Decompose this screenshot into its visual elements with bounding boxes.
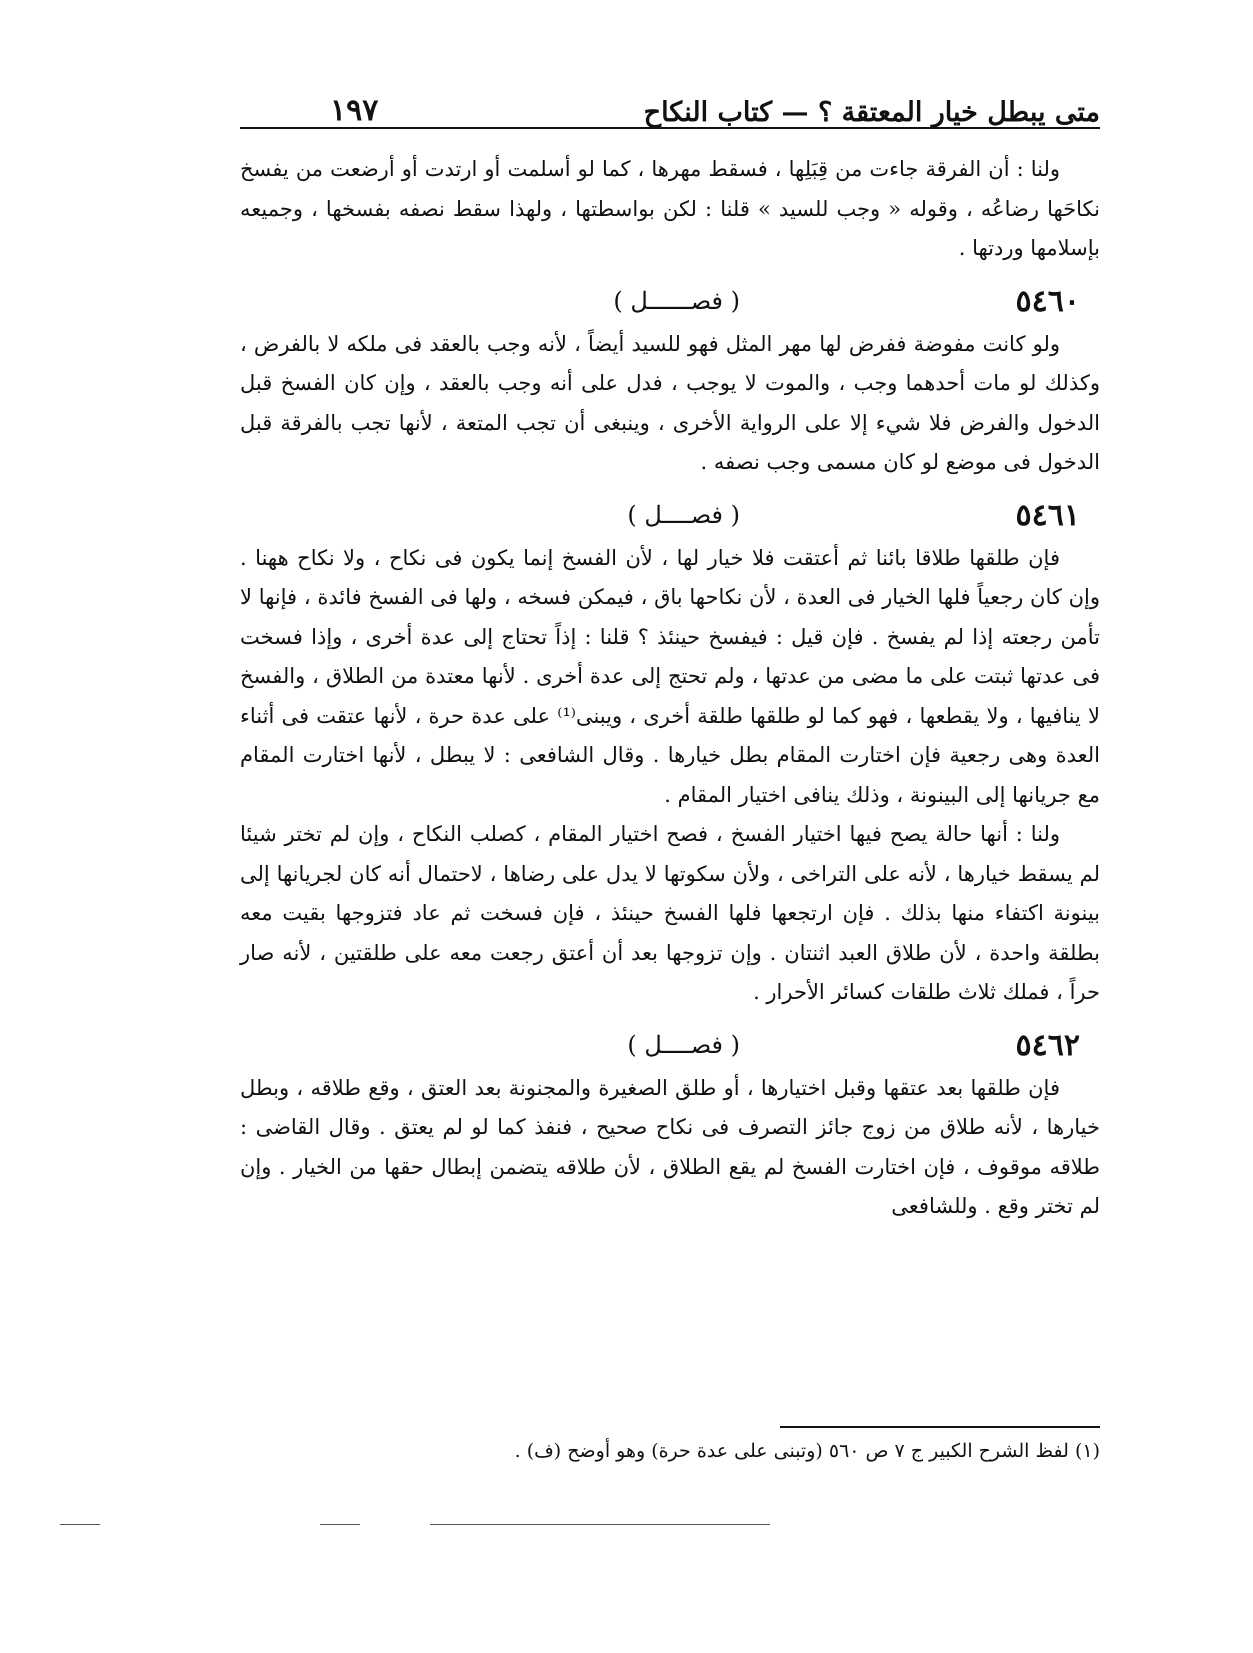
paragraph: فإن طلقها طلاقا بائنا ثم أعتقت فلا خيار لها ، لأن الفسخ إنما يكون فى نكاح ، ولا نكاح ههنا . وإن كان رجعياً فلها الخيار فى العدة ، لأن نكاحها باق ، فيمكن فسخه ، ولها فى الفسخ فائدة ، فإنها لا تأمن رجعته إذا لم يفسخ . فإن قيل : فيفسخ حينئذ ؟ قلنا : إذاً تحتاج إلى عدة أخرى ، وإذا فسخت فى عدتها ثبتت على ما مضى من عدتها ، ولم تحتج إلى عدة أخرى . لأنها معتدة من الطلاق ، والفسخ لا ينافيها ، ولا يقطعها ، فهو كما لو طلقها طلقة أخرى ، ويبنى⁽¹⁾ على عدة حرة ، لأنها عتقت فى أثناء العدة وهى رجعية فإن اختارت المقام بطل خيارها . وقال الشافعى : لا يبطل ، لأنها اختارت المقام مع جريانها إلى البينونة ، وذلك ينافى اختيار المقام .: [240, 545, 1101, 807]
section-heading: [240, 1023, 1100, 1069]
section-heading: [240, 279, 1100, 325]
paragraph: ولنا : أن الفرقة جاءت من قِبَلِها ، فسقط مهرها ، كما لو أسلمت أو ارتدت أو أرضعت من يفسخ نكاحَها رضاعُه ، وقوله « وجب للسيد » قلنا : لكن بواسطتها ، ولهذا سقط نصفه بفسخها ، وجميعه بإسلامها وردتها .: [240, 157, 1100, 260]
section-number: ٥٤٦١: [1015, 497, 1080, 533]
body-text: [240, 150, 1100, 1227]
paragraph: ولو كانت مفوضة ففرض لها مهر المثل فهو للسيد أيضاً ، لأنه وجب بالعقد فى ملكه لا بالفرض ، وكذلك لو مات أحدهما وجب ، والموت لا يوجب ، فدل على أنه وجب بالعقد ، وإن كان الفسخ قبل الدخول والفرض فلا شيء إلا على الرواية الأخرى ، وينبغى أن تجب المتعة ، لأنها تجب بالفرقة قبل الدخول فى موضع لو كان مسمى وجب نصفه .: [240, 331, 1100, 474]
footnote-rule: [780, 1426, 1100, 1428]
scan-artifact: [320, 1524, 360, 1525]
section-title: ( فصــــل ): [627, 1030, 740, 1059]
scan-artifact: [60, 1524, 100, 1525]
section-number: ٥٤٦٢: [1015, 1027, 1080, 1063]
scan-artifact: [430, 1524, 770, 1525]
page-number: ١٩٧: [330, 93, 379, 128]
section-title: ( فصــــــل ): [613, 286, 740, 315]
paragraph: فإن طلقها بعد عتقها وقبل اختيارها ، أو طلق الصغيرة والمجنونة بعد العتق ، وقع طلاقه ، وبطل خيارها ، لأنه طلاق من زوج جائز التصرف فى نكاح صحيح ، فنفذ كما لو لم يعتق . وقال القاضى : طلاقه موقوف ، فإن اختارت الفسخ لم يقع الطلاق ، لأن طلاقه يتضمن إبطال حقها من الخيار . وإن لم تختر وقع . وللشافعى: [240, 1075, 1100, 1218]
header-title: متى يبطل خيار المعتقة ؟ — كتاب النكاح: [643, 97, 1100, 128]
section-number: ٥٤٦٠: [1015, 283, 1080, 319]
section-heading: [240, 493, 1100, 539]
paragraph: ولنا : أنها حالة يصح فيها اختيار الفسخ ، فصح اختيار المقام ، كصلب النكاح ، وإن لم تختر شيئا لم يسقط خيارها ، لأنه على التراخى ، ولأن سكوتها لا يدل على رضاها ، لاحتمال أنه كان لجريانها إلى بينونة اكتفاء منها بذلك . فإن ارتجعها فلها الفسخ حينئذ ، فإن فسخت ثم عاد فتزوجها بقيت معه بطلقة واحدة ، لأن طلاق العبد اثنتان . وإن تزوجها بعد أن أعتق رجعت معه على طلقتين ، لأنه صار حراً ، فملك ثلاث طلقات كسائر الأحرار .: [240, 822, 1100, 1004]
section-title: ( فصــــل ): [627, 500, 740, 529]
header-rule: [240, 127, 1100, 129]
footnote: (١) لفظ الشرح الكبير ج ٧ ص ٥٦٠ (وتبنى على عدة حرة) وهو أوضح (ف) .: [514, 1440, 1100, 1462]
running-header: [240, 78, 1100, 128]
